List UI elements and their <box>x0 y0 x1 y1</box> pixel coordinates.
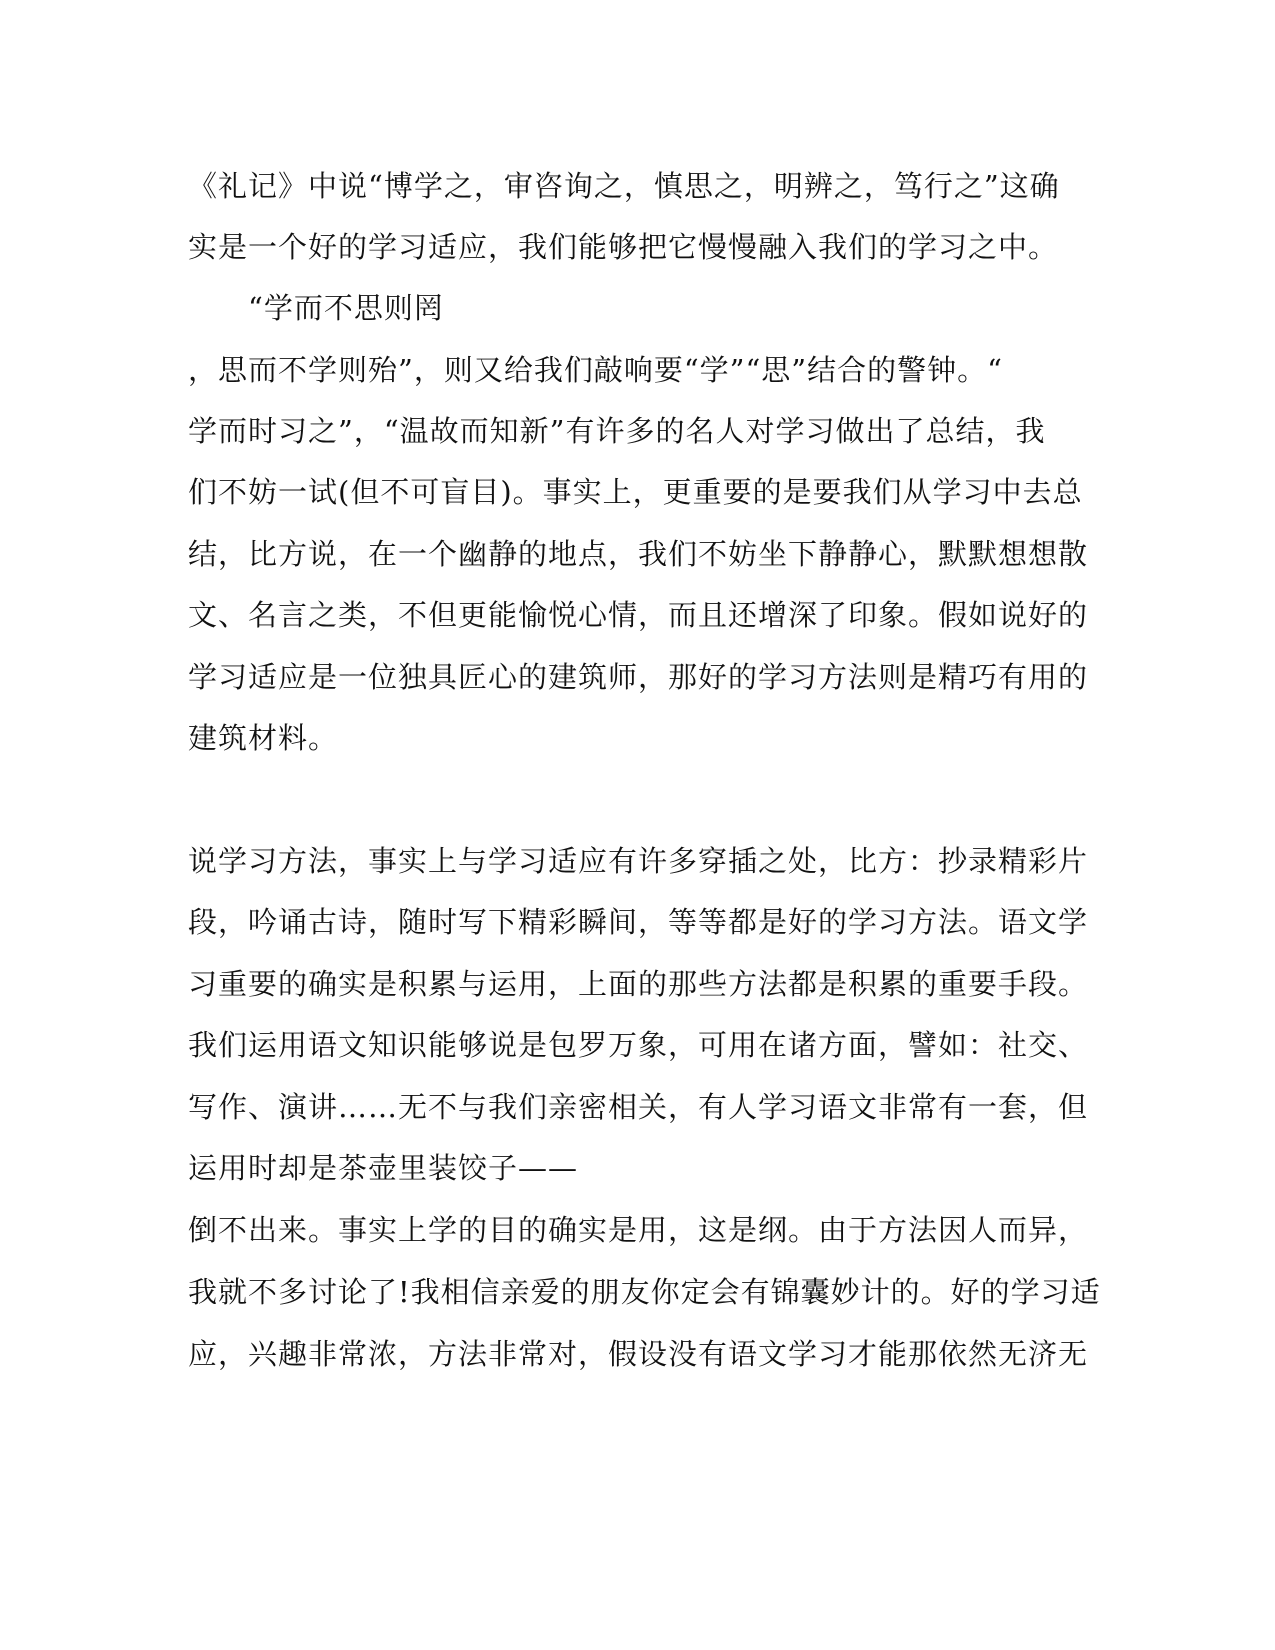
text-line-1: 《礼记》中说“博学之，审咨询之，慎思之，明辨之，笃行之”这确 <box>188 169 1060 203</box>
text-line-9: 学习适应是一位独具匠心的建筑师，那好的学习方法则是精巧有用的 <box>188 660 1089 694</box>
text-line-17: 倒不出来。事实上学的目的确实是用，这是纲。由于方法因人而异， <box>188 1213 1089 1247</box>
text-line-10: 建筑材料。 <box>188 721 339 755</box>
text-line-18: 我就不多讨论了!我相信亲爱的朋友你定会有锦囊妙计的。好的学习适 <box>188 1275 1101 1309</box>
text-line-12: 段，吟诵古诗，随时写下精彩瞬间，等等都是好的学习方法。语文学 <box>188 905 1089 939</box>
text-line-19: 应，兴趣非常浓，方法非常对，假设没有语文学习才能那依然无济无 <box>188 1337 1089 1371</box>
text-line-5: 学而时习之”，“温故而知新”有许多的名人对学习做出了总结，我 <box>188 414 1046 448</box>
text-line-3: “学而不思则罔 <box>248 291 444 325</box>
text-line-2: 实是一个好的学习适应，我们能够把它慢慢融入我们的学习之中。 <box>188 230 1059 264</box>
text-line-6: 们不妨一试(但不可盲目)。事实上，更重要的是要我们从学习中去总 <box>188 475 1083 509</box>
text-line-11: 说学习方法，事实上与学习适应有许多穿插之处，比方：抄录精彩片 <box>188 844 1089 878</box>
text-line-14: 我们运用语文知识能够说是包罗万象，可用在诸方面，譬如：社交、 <box>188 1028 1089 1062</box>
text-line-16: 运用时却是茶壶里装饺子—— <box>188 1151 579 1185</box>
text-line-7: 结，比方说，在一个幽静的地点，我们不妨坐下静静心，默默想想散 <box>188 537 1089 571</box>
text-line-13: 习重要的确实是积累与运用，上面的那些方法都是积累的重要手段。 <box>188 967 1089 1001</box>
text-line-4: ，思而不学则殆”，则又给我们敲响要“学”“思”结合的警钟。“ <box>188 353 1003 387</box>
text-line-15: 写作、演讲……无不与我们亲密相关，有人学习语文非常有一套，但 <box>188 1090 1089 1124</box>
text-line-8: 文、名言之类，不但更能愉悦心情，而且还增深了印象。假如说好的 <box>188 598 1089 632</box>
